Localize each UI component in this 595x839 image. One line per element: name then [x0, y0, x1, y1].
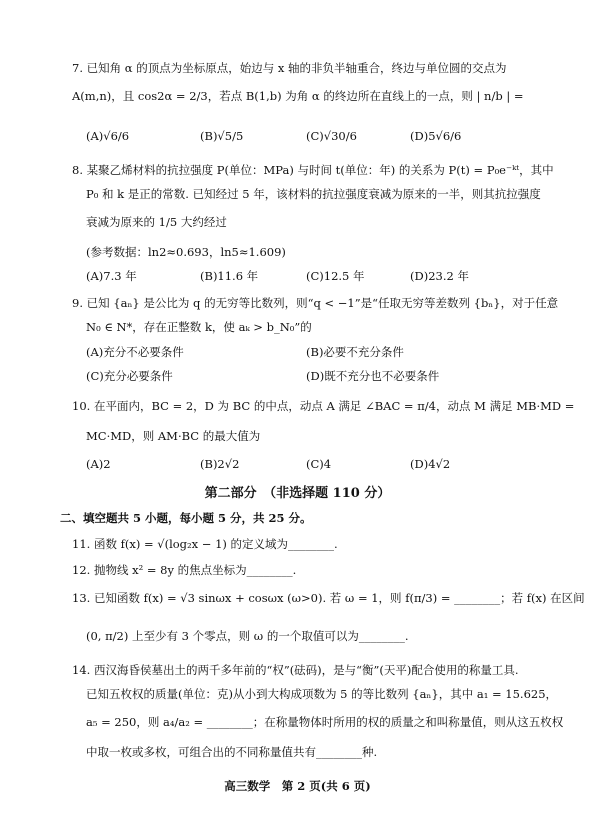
q7-option-b: (B)√5/5 [200, 129, 244, 143]
q14-line3: a₅ = 250，则 a₄/a₂ = ________；在称量物体时所用的权的质量之和叫称量值，则从这五枚权 [86, 715, 564, 729]
q7-option-a: (A)√6/6 [86, 129, 130, 143]
q10-option-c: (C)4 [306, 457, 332, 471]
q13-line1: 13. 已知函数 f(x) = √3 sinωx + cosωx (ω>0). 若 ω = 1，则 f(π/3) = ________；若 f(x) 在区间 [72, 591, 585, 605]
q14-line1: 14. 西汉海昏侯墓出土的两千多年前的“权”(砝码)，是与“衡”(天平)配合使用的称量工具. [72, 663, 519, 677]
q10-line2: MC·MD，则 AM·BC 的最大值为 [86, 429, 261, 443]
q11-text: 11. 函数 f(x) = √(log₂x − 1) 的定义域为________. [72, 537, 338, 551]
part2-title: 第二部分 （非选择题 110 分） [204, 486, 391, 501]
q9-option-c: (C)充分必要条件 [86, 369, 173, 383]
q8-option-d: (D)23.2 年 [410, 269, 469, 283]
q9-option-a: (A)充分不必要条件 [86, 345, 184, 359]
q12-text: 12. 抛物线 x² = 8y 的焦点坐标为________. [72, 563, 297, 577]
q8-option-b: (B)11.6 年 [200, 269, 259, 283]
q13-line2: (0, π/2) 上至少有 3 个零点，则 ω 的一个取值可以为________. [86, 629, 409, 643]
q8-option-a: (A)7.3 年 [86, 269, 137, 283]
q8-line1: 8. 某聚乙烯材料的抗拉强度 P(单位：MPa) 与时间 t(单位：年) 的关系为 P(t) = P₀e⁻ᵏᵗ，其中 [72, 163, 554, 177]
section2-heading: 二、填空题共 5 小题，每小题 5 分，共 25 分。 [60, 511, 312, 525]
q8-line3: 衰减为原来的 1/5 大约经过 [86, 215, 227, 229]
q10-option-b: (B)2√2 [200, 457, 240, 471]
q8-reference-data: (参考数据：ln2≈0.693，ln5≈1.609) [86, 245, 286, 259]
q10-line1: 10. 在平面内，BC = 2，D 为 BC 的中点，动点 A 满足 ∠BAC = π/4，动点 M 满足 MB·MD = [72, 399, 575, 413]
q7-line1: 7. 已知角 α 的顶点为坐标原点，始边与 x 轴的非负半轴重合，终边与单位圆的交点为 [72, 61, 507, 75]
q8-line2: P₀ 和 k 是正的常数. 已知经过 5 年，该材料的抗拉强度衰减为原来的一半，则其抗拉强度 [86, 187, 541, 201]
q10-option-d: (D)4√2 [410, 457, 451, 471]
q14-line2: 已知五枚权的质量(单位：克)从小到大构成项数为 5 的等比数列 {aₙ}，其中 a₁ = 15.625， [86, 687, 558, 701]
q9-option-d: (D)既不充分也不必要条件 [306, 369, 440, 383]
q9-line1: 9. 已知 {aₙ} 是公比为 q 的无穷等比数列，则“q < −1”是“任取无穷等差数列 {bₙ}，对于任意 [72, 296, 559, 310]
q7-line2: A(m,n)，且 cos2α = 2/3，若点 B(1,b) 为角 α 的终边所在直线上的一点，则 | n/b | = [72, 89, 524, 103]
q7-option-d: (D)5√6/6 [410, 129, 462, 143]
page-footer: 高三数学 第 2 页(共 6 页) [224, 779, 371, 793]
q7-option-c: (C)√30/6 [306, 129, 357, 143]
q9-line2: N₀ ∈ N*，存在正整数 k，使 aₖ > b_N₀”的 [86, 320, 312, 334]
q10-option-a: (A)2 [86, 457, 111, 471]
q8-option-c: (C)12.5 年 [306, 269, 365, 283]
q9-option-b: (B)必要不充分条件 [306, 345, 404, 359]
q14-line4: 中取一枚或多枚，可组合出的不同称量值共有________种. [86, 745, 378, 759]
